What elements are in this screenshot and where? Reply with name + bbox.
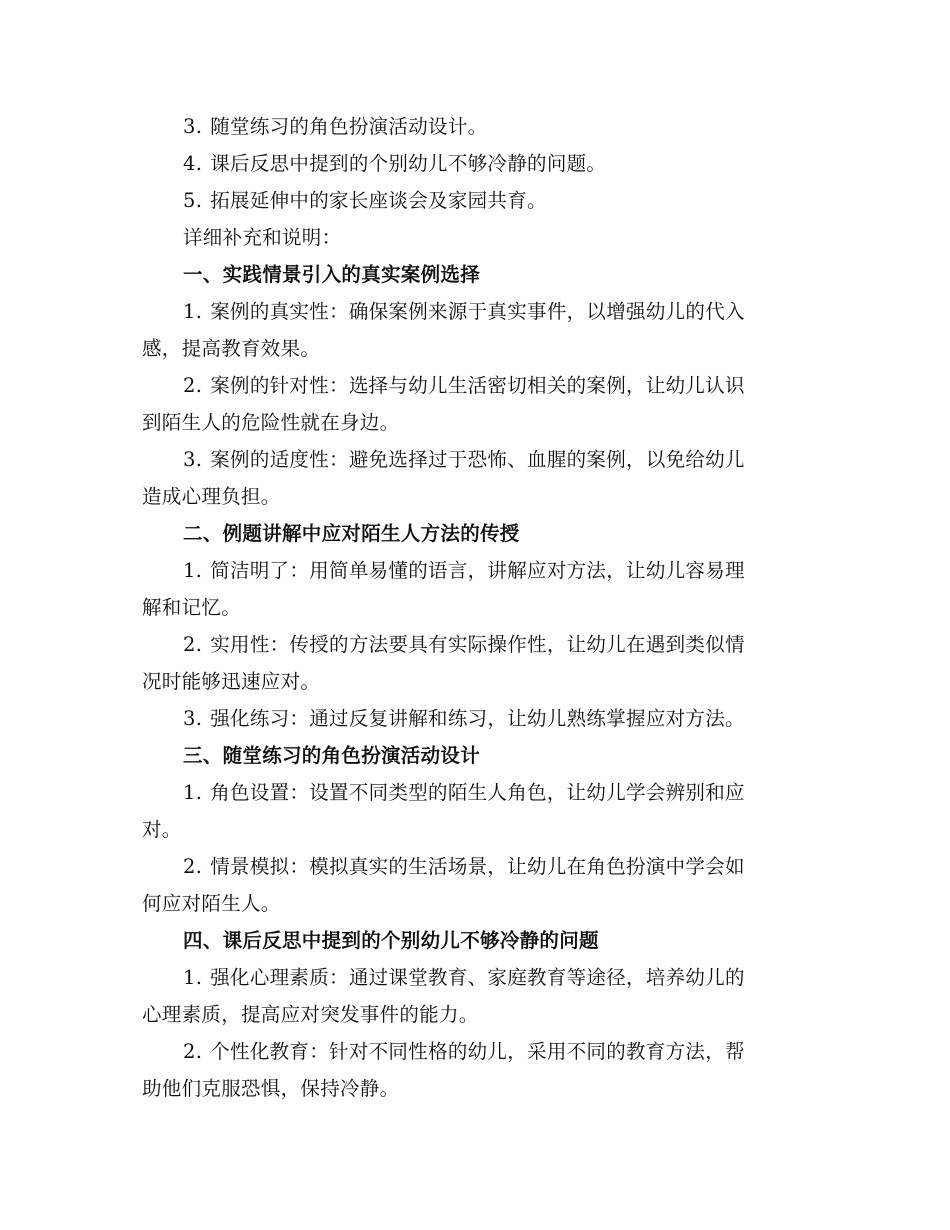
list-number: 1.: [183, 966, 203, 989]
paragraph-continuation: 心理素质，提高应对突发事件的能力。: [142, 1003, 479, 1026]
list-text: 课后反思中提到的个别幼儿不够冷静的问题。: [210, 152, 607, 175]
paragraph-line: [142, 441, 806, 478]
section-heading: 四、课后反思中提到的个别幼儿不够冷静的问题: [183, 929, 599, 952]
list-number: 2.: [183, 633, 203, 656]
paragraph-text: 案例的适度性：避免选择过于恐怖、血腥的案例，以免给幼儿: [210, 448, 745, 471]
list-text: 随堂练习的角色扮演活动设计。: [210, 115, 488, 138]
list-number: 4.: [183, 152, 203, 175]
paragraph-text: 强化心理素质：通过课堂教育、家庭教育等途径，培养幼儿的: [210, 966, 745, 989]
paragraph-text: 案例的真实性：确保案例来源于真实事件，以增强幼儿的代入: [210, 300, 745, 323]
paragraph-text: 简洁明了：用简单易懂的语言，讲解应对方法，让幼儿容易理: [210, 559, 745, 582]
paragraph-line: [142, 1033, 806, 1070]
list-text: 拓展延伸中的家长座谈会及家园共育。: [210, 189, 547, 212]
paragraph-continuation: 造成心理负担。: [142, 485, 281, 508]
paragraph-continuation: 到陌生人的危险性就在身边。: [142, 411, 400, 434]
paragraph-text: 个性化教育：针对不同性格的幼儿，采用不同的教育方法，帮: [210, 1040, 745, 1063]
paragraph-line: [142, 700, 806, 737]
list-number: 1.: [183, 781, 203, 804]
list-item: [142, 182, 806, 219]
list-item: [142, 145, 806, 182]
paragraph-continuation: 何应对陌生人。: [142, 892, 281, 915]
list-number: 5.: [183, 189, 203, 212]
list-number: 2.: [183, 855, 203, 878]
paragraph-line: [142, 848, 806, 885]
list-number: 3.: [183, 707, 203, 730]
list-number: 2.: [183, 374, 203, 397]
section-heading: 一、实践情景引入的真实案例选择: [183, 263, 481, 286]
paragraph-text: 案例的针对性：选择与幼儿生活密切相关的案例，让幼儿认识: [210, 374, 745, 397]
paragraph-line: [142, 367, 806, 404]
list-number: 3.: [183, 115, 203, 138]
list-number: 2.: [183, 1040, 203, 1063]
document-page: [142, 108, 806, 1107]
paragraph-line: [142, 626, 806, 663]
paragraph-text: 强化练习：通过反复讲解和练习，让幼儿熟练掌握应对方法。: [210, 707, 745, 730]
section-heading: 二、例题讲解中应对陌生人方法的传授: [183, 522, 520, 545]
list-number: 1.: [183, 300, 203, 323]
paragraph-line: [142, 293, 806, 330]
paragraph-line: [142, 774, 806, 811]
paragraph-line: [142, 959, 806, 996]
paragraph-text: 实用性：传授的方法要具有实际操作性，让幼儿在遇到类似情: [210, 633, 745, 656]
paragraph-continuation: 解和记忆。: [142, 596, 242, 619]
paragraph-continuation: 感，提高教育效果。: [142, 337, 321, 360]
paragraph-continuation: 助他们克服恐惧，保持冷静。: [142, 1077, 400, 1100]
intro-text: 详细补充和说明：: [183, 226, 342, 249]
list-item: [142, 108, 806, 145]
paragraph-text: 角色设置：设置不同类型的陌生人角色，让幼儿学会辨别和应: [210, 781, 745, 804]
paragraph-line: [142, 552, 806, 589]
list-number: 3.: [183, 448, 203, 471]
list-number: 1.: [183, 559, 203, 582]
paragraph-continuation: 对。: [142, 818, 182, 841]
paragraph-continuation: 况时能够迅速应对。: [142, 670, 321, 693]
paragraph-text: 情景模拟：模拟真实的生活场景，让幼儿在角色扮演中学会如: [210, 855, 745, 878]
section-heading: 三、随堂练习的角色扮演活动设计: [183, 744, 481, 767]
